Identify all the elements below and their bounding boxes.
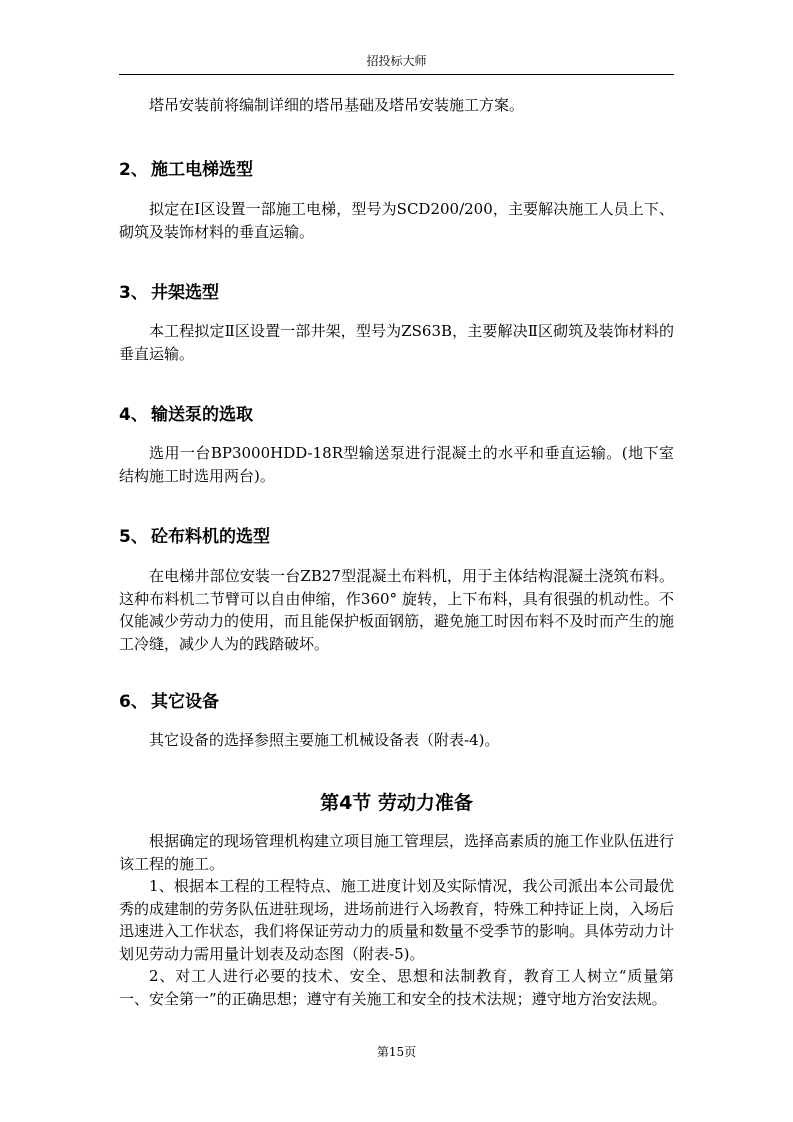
heading-placing-boom bbox=[119, 526, 674, 548]
paragraph-placing-boom: 在电梯井部位安装一台ZB27型混凝土布料机，用于主体结构混凝土浇筑布料。这种布料机二节臂可以自由伸缩，作360° 旋转，上下布料，具有很强的机动性。不仅能减少劳动力的使用，而且能保护板面钢筋，避免施工时因布料不及时而产生的施工冷缝，减少人为的践踏破坏。 bbox=[119, 567, 675, 653]
paragraph-other-equipment: 其它设备的选择参照主要施工机械设备表（附表-4)。 bbox=[149, 731, 500, 749]
heading-number: 4、 bbox=[119, 405, 148, 425]
heading-number: 3、 bbox=[119, 283, 148, 303]
section-title: 第4节 劳动力准备 bbox=[320, 792, 473, 814]
page-number: 第15页 bbox=[376, 1045, 417, 1059]
heading-other-equipment bbox=[119, 691, 674, 713]
header-rule bbox=[119, 74, 674, 75]
paragraph-tower-crane: 塔吊安装前将编制详细的塔吊基础及塔吊安装施工方案。 bbox=[149, 96, 525, 114]
paragraph-labor-item-2: 2、对工人进行必要的技术、安全、思想和法制教育，教育工人树立“质量第一、安全第一”的正确思想；遵守有关施工和安全的技术法规；遵守地方治安法规。 bbox=[119, 967, 674, 1008]
heading-derrick bbox=[119, 282, 674, 304]
heading-text: 砼布料机的选型 bbox=[151, 527, 270, 547]
heading-number: 5、 bbox=[119, 527, 148, 547]
heading-number: 6、 bbox=[119, 692, 148, 712]
heading-concrete-pump bbox=[119, 404, 674, 426]
paragraph-construction-elevator: 拟定在Ⅰ区设置一部施工电梯，型号为SCD200/200，主要解决施工人员上下、砌筑及装饰材料的垂直运输。 bbox=[119, 200, 674, 241]
paragraph-labor-intro: 根据确定的现场管理机构建立项目施工管理层，选择高素质的施工作业队伍进行该工程的施工。 bbox=[119, 832, 675, 873]
heading-text: 井架选型 bbox=[151, 283, 219, 303]
heading-number: 2、 bbox=[119, 160, 148, 180]
heading-text: 其它设备 bbox=[151, 692, 219, 712]
paragraph-concrete-pump: 选用一台BP3000HDD-18R型输送泵进行混凝土的水平和垂直运输。(地下室结构施工时选用两台)。 bbox=[119, 444, 674, 485]
heading-text: 输送泵的选取 bbox=[151, 405, 253, 425]
page-header-title: 招投标大师 bbox=[366, 54, 427, 68]
paragraph-derrick: 本工程拟定Ⅱ区设置一部井架，型号为ZS63B，主要解决Ⅱ区砌筑及装饰材料的垂直运输。 bbox=[119, 322, 674, 363]
paragraph-labor-item-1: 1、根据本工程的工程特点、施工进度计划及实际情况，我公司派出本公司最优秀的成建制的劳务队伍进驻现场，进场前进行入场教育，特殊工种持证上岗，入场后迅速进入工作状态，我们将保证劳动力的质量和数量不受季节的影响。具体劳动力计划见劳动力需用量计划表及动态图（附表-5)。 bbox=[119, 877, 675, 963]
heading-construction-elevator bbox=[119, 159, 674, 181]
heading-text: 施工电梯选型 bbox=[151, 160, 253, 180]
